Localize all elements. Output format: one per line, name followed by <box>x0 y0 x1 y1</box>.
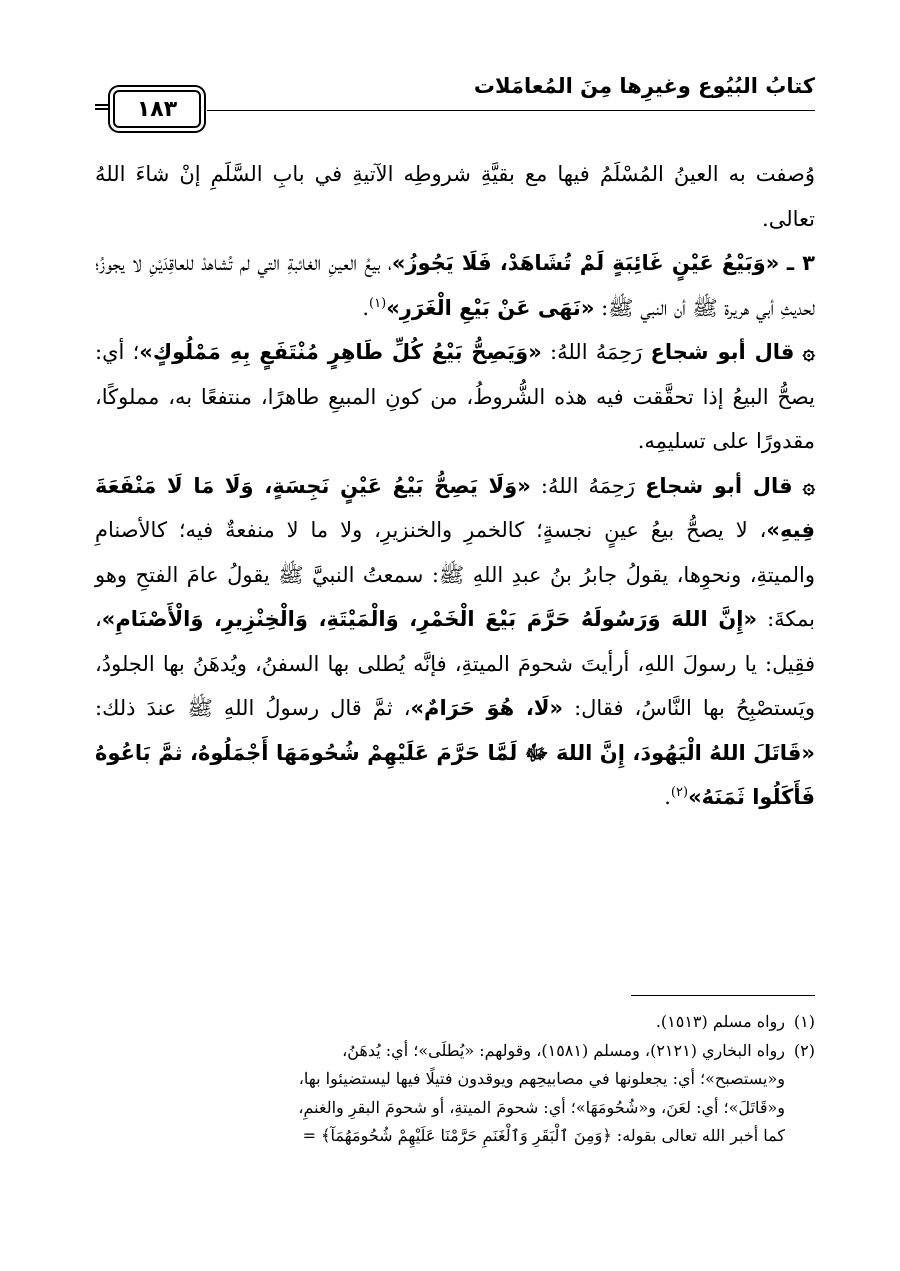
ornament-icon: ۞ <box>802 473 815 498</box>
footnote-ref[interactable]: (٢) <box>670 785 689 800</box>
matn-quote: «وَلَا يَصِحُّ بَيْعُ عَيْنٍ نَجِسَةٍ، وَلَا مَا لَا مَنْفَعَةَ فِيهِ» <box>95 473 815 542</box>
honorific: رَحِمَهُ اللهُ: <box>550 340 643 364</box>
footnote-2-line-4: كما أخبر الله تعالى بقوله: ﴿وَمِنَ ٱلْبَقَرِ وَٱلْغَنَمِ حَرَّمْنَا عَلَيْهِمْ شُحُومَهُمَآ﴾ = <box>302 1126 785 1145</box>
hadith-quote: «قَاتَلَ اللهُ الْيَهُودَ، إِنَّ اللهَ ﷻ لَمَّا حَرَّمَ عَلَيْهِمْ شُحُومَهَا أَجْمَلُوهُ، ثمَّ بَاعُوهُ فَأَكَلُوا ثَمَنَهُ» <box>95 740 815 809</box>
ornament-icon: ۞ <box>802 340 815 364</box>
commentary-text: ، ثمَّ قال رسولُ اللهِ ﷺ عندَ ذلك: <box>95 696 411 720</box>
paragraph-2: ٣ ـ «وَبَيْعُ عَيْنٍ غَائِبَةٍ لَمْ تُشَاهَدْ، فَلَا يَجُوزُ»، بيعُ العينِ الغائبةِ التي لم تُشاهدْ للعاقِدَيْنِ لا يجوزُ؛ لحديثِ أبي هريرة ﷺ أن النبي ﷺ: «نَهَى عَنْ بَيْعِ الْغَرَرِ»$^{(١)}$. <box>95 251 815 320</box>
hadith-quote: «إِنَّ اللهَ وَرَسُولَهُ حَرَّمَ بَيْعَ الْخَمْرِ، وَالْمَيْتَةِ، وَالْخِنْزِيرِ، وَالْأَصْنَامِ» <box>101 607 758 631</box>
commentary-text: ، بيعُ العينِ الغائبةِ التي لم تُشاهدْ للعاقِدَيْنِ لا يجوزُ؛ لحديثِ أبي هريرة ﷺ أن النبي ﷺ: <box>95 251 815 320</box>
page-number: ١٨٣ <box>113 90 201 128</box>
commentary-text: ؛ أي: يصحُّ البيعُ إذا تحقَّقت فيه هذه الشُّروطُ، من كونِ المبيعِ طاهرًا، منتفعًا به، مملوكًا، مقدورًا على تسليمِه. <box>95 340 815 453</box>
main-text <box>95 152 815 820</box>
footnote-text: رواه البخاري (٢١٢١)، ومسلم (١٥٨١)، وقولهم: «يُطلَى»؛ أي: يُدهَنُ، <box>342 1040 785 1060</box>
paragraph-4 <box>95 464 815 820</box>
footnotes <box>95 1008 815 1151</box>
footnote-2-line-2: و«يستصبح»؛ أي: يجعلونها في مصابيحِهم ويوقدون فتيلًا فيها ليستضيئوا بها، <box>298 1069 785 1088</box>
running-header-title: كتابُ البُيُوع وغيرِها مِنَ المُعامَلات <box>473 74 815 98</box>
author-label: قال أبو شجاع <box>650 340 795 364</box>
hadith-quote: «لَا، هُوَ حَرَامٌ» <box>410 696 564 720</box>
footnote-text: رواه مسلم (١٥١٣). <box>655 1012 785 1031</box>
hadith-quote: «نَهَى عَنْ بَيْعِ الْغَرَرِ» <box>386 295 595 320</box>
header-rule-left <box>95 104 109 110</box>
honorific: رَحِمَهُ اللهُ: <box>540 473 635 498</box>
footnote-1 <box>95 1008 815 1037</box>
footnote-2-line-3: و«قَاتَلَ»؛ أي: لعَنَ، و«شُحُومَهَا»؛ أي: شحومَ الميتةِ، أو شحومَ البقرِ والغنمِ، <box>298 1097 785 1117</box>
item-number: ٣ ـ <box>786 251 815 275</box>
commentary-text: ، لا يصحُّ بيعُ عينٍ نجسةٍ؛ كالخمرِ والخنزيرِ، ولا ما لا منفعةٌ فيه؛ كالأصنامِ والميتةِ، ونحوِها، يقولُ جابرُ بنُ عبدِ اللهِ ﷺ: سمعتُ النبيَّ ﷺ يقولُ عامَ الفتحِ وهو بمكةَ: <box>95 518 815 631</box>
matn-quote: «وَبَيْعُ عَيْنٍ غَائِبَةٍ لَمْ تُشَاهَدْ، فَلَا يَجُوزُ» <box>391 251 780 275</box>
header-rule <box>207 110 815 111</box>
commentary-text: ، فقِيل: يا رسولَ اللهِ، أرأيتَ شحومَ الميتةِ، فإنَّه يُطلى بها السفنُ، ويُدهَنُ بها الجلودُ، ويَستصْبِحُ بها النَّاسُ، فقال: <box>95 607 816 720</box>
footnote-number: (٢) <box>793 1040 815 1060</box>
matn-quote: «وَيَصِحُّ بَيْعُ كُلِّ طَاهِرٍ مُنْتَفَعٍ بِهِ مَمْلُوكٍ» <box>139 340 542 364</box>
footnote-number: (١) <box>793 1012 815 1031</box>
footnote-separator <box>631 995 815 996</box>
footnote-ref[interactable]: (١) <box>369 295 387 311</box>
author-label: قال أبو شجاع <box>645 473 793 498</box>
footnote-2 <box>95 1037 815 1066</box>
paragraph-3 <box>95 330 815 464</box>
period: . <box>664 785 671 809</box>
paragraph-1: وُصفت به العينُ المُسْلَمُ فيها مع بقيَّةِ شروطِه الآتيةِ في بابِ السَّلَمِ إنْ شاءَ اللهُ تعالى. <box>95 162 815 231</box>
